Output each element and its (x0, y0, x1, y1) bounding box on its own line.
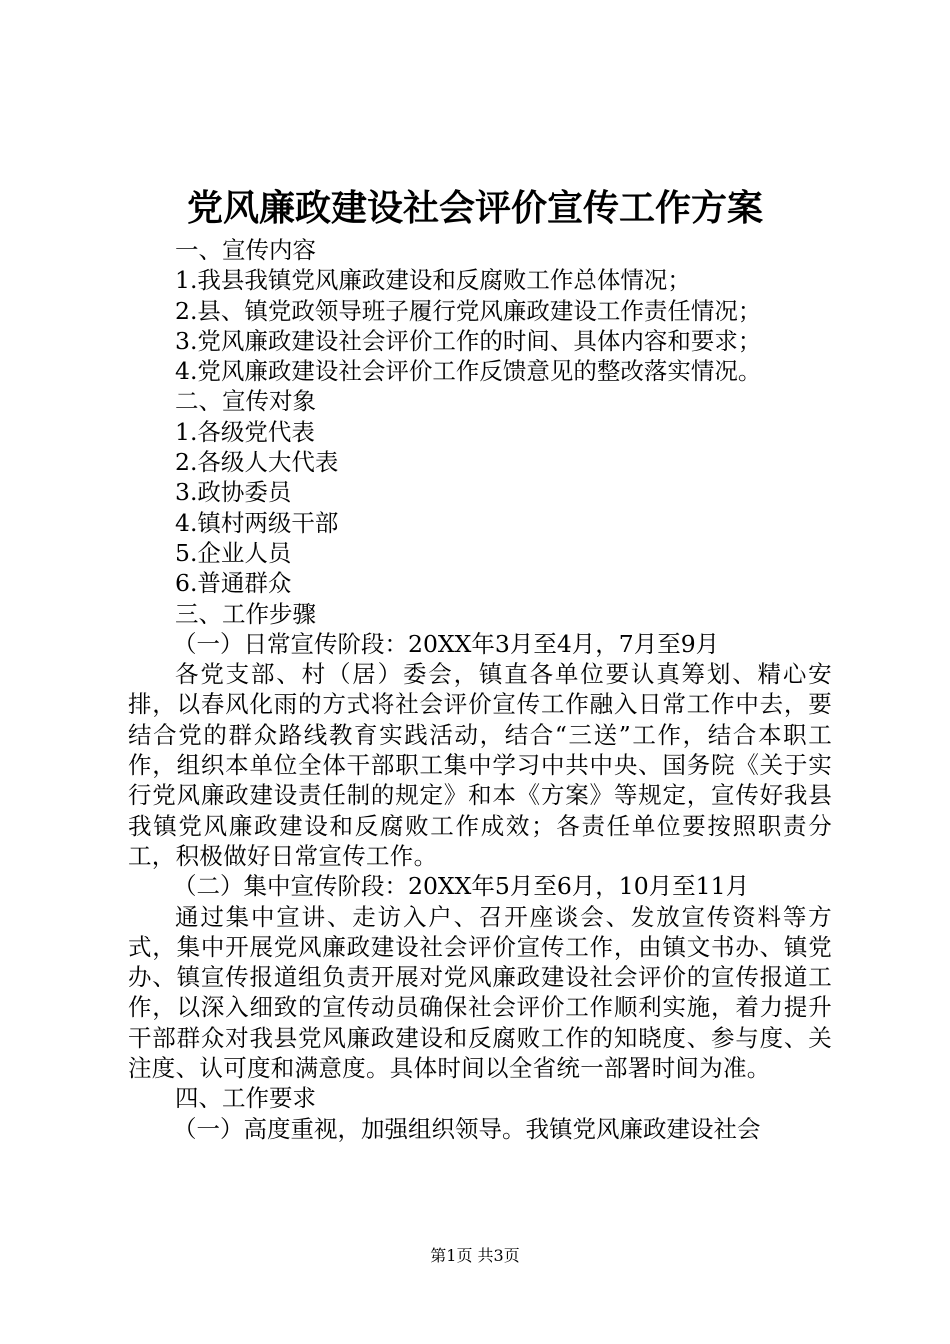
page-footer: 第1页 共3页 (430, 1246, 520, 1265)
requirement-1-start: （一）高度重视，加强组织领导。我镇党风廉政建设社会 (173, 1114, 761, 1143)
document-body (128, 235, 832, 1144)
section-heading-requirements: 四、工作要求 (175, 1084, 316, 1113)
content-item-2: 2.县、镇党政领导班子履行党风廉政建设工作责任情况； (175, 296, 762, 325)
section-heading-content: 一、宣传内容 (175, 236, 316, 264)
content-item-4: 4.党风廉政建设社会评价工作反馈意见的整改落实情况。 (175, 357, 762, 386)
stage1-heading: （一）日常宣传阶段：20XX年3月至4月，7月至9月 (173, 629, 720, 658)
audience-item-5: 5.企业人员 (175, 538, 292, 567)
section-heading-audience: 二、宣传对象 (175, 387, 316, 416)
audience-item-6: 6.普通群众 (175, 569, 292, 598)
audience-item-2: 2.各级人大代表 (175, 448, 339, 477)
audience-item-1: 1.各级党代表 (175, 417, 315, 446)
audience-item-4: 4.镇村两级干部 (175, 508, 339, 537)
stage1-paragraph: 各党支部、村（居）委会，镇直各单位要认真筹划、精心安排，以春风化雨的方式将社会评价宣传工作融入日常工作中去，要结合党的群众路线教育实践活动，结合“三送”工作，结合本职工作，组织本单位全体干部职工集中学习中共中央、国务院《关于实行党风廉政建设责任制的规定》和本《方案》等规定，宣传好我县我镇党风廉政建设和反腐败工作成效；各责任单位要按照职责分工，积极做好日常宣传工作。 (128, 660, 832, 870)
section-heading-steps: 三、工作步骤 (175, 599, 316, 628)
content-item-3: 3.党风廉政建设社会评价工作的时间、具体内容和要求； (175, 326, 762, 355)
document-title: 党风廉政建设社会评价宣传工作方案 (186, 187, 763, 229)
content-item-1: 1.我县我镇党风廉政建设和反腐败工作总体情况； (175, 266, 691, 295)
audience-item-3: 3.政协委员 (175, 478, 292, 507)
stage2-paragraph: 通过集中宣讲、走访入户、召开座谈会、发放宣传资料等方式，集中开展党风廉政建设社会评价宣传工作，由镇文书办、镇党办、镇宣传报道组负责开展对党风廉政建设社会评价的宣传报道工作，以深入细致的宣传动员确保社会评价工作顺利实施，着力提升干部群众对我县党风廉政建设和反腐败工作的知晓度、参与度、关注度、认可度和满意度。具体时间以全省统一部署时间为准。 (128, 902, 832, 1083)
stage2-heading: （二）集中宣传阶段：20XX年5月至6月，10月至11月 (173, 872, 750, 901)
